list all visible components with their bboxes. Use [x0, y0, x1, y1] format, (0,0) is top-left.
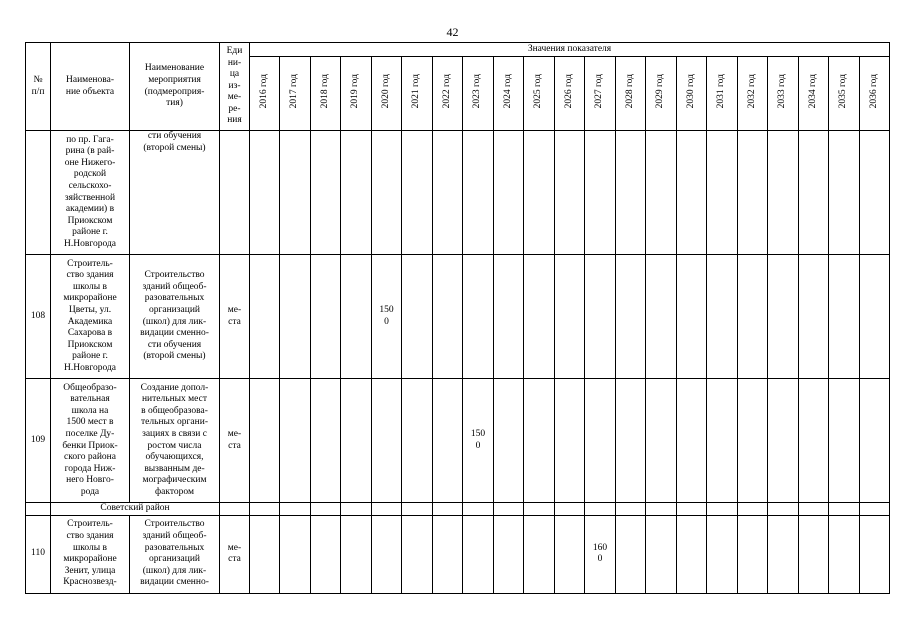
value-cell — [524, 515, 555, 593]
event-name-text: Строительство зданий общеоб- разовательных организаций (школ) для лик- видации сменно- сти обучения (второй смены) — [140, 270, 209, 362]
region-empty-cell — [250, 503, 280, 516]
value-cell — [555, 515, 585, 593]
value-cell — [707, 131, 738, 255]
region-empty-cell — [768, 503, 799, 516]
header-year-label: 2035 год — [838, 74, 849, 109]
region-row — [26, 503, 890, 516]
value-cell — [585, 255, 616, 379]
header-object: Наименова- ние объекта — [51, 43, 130, 131]
value-cell — [341, 379, 372, 503]
value-cell — [494, 131, 524, 255]
value-cell — [555, 255, 585, 379]
header-year-label: 2023 год — [472, 74, 483, 109]
row-number — [26, 255, 51, 379]
value-cell — [738, 131, 768, 255]
value-cell — [738, 515, 768, 593]
row-number-text: 108 — [30, 310, 46, 321]
header-year-label: 2024 год — [502, 74, 513, 109]
value-cell — [738, 379, 768, 503]
value-cell — [799, 379, 829, 503]
event-name — [130, 515, 220, 593]
row-number — [26, 379, 51, 503]
value-cell — [616, 515, 646, 593]
header-year-label: 2033 год — [777, 74, 788, 109]
value-cell — [646, 515, 677, 593]
value-cell — [829, 379, 860, 503]
value-cell — [463, 131, 494, 255]
region-empty-cell — [677, 503, 707, 516]
header-year — [707, 57, 738, 131]
value-cell — [402, 379, 433, 503]
table-body — [26, 131, 890, 594]
region-label: Советский район — [51, 503, 220, 516]
value-cell — [860, 131, 890, 255]
unit-cell-text: ме- ста — [227, 428, 242, 451]
header-year — [463, 57, 494, 131]
row-number — [26, 131, 51, 255]
value-cell — [768, 515, 799, 593]
header-year-label: 2026 год — [563, 74, 574, 109]
header-year-label: 2030 год — [685, 74, 696, 109]
header-year — [738, 57, 768, 131]
value-cell — [616, 131, 646, 255]
value-cell — [433, 379, 463, 503]
indicator-table — [25, 42, 890, 594]
value-cell — [250, 255, 280, 379]
region-empty-cell — [829, 503, 860, 516]
header-year — [524, 57, 555, 131]
region-empty-cell — [860, 503, 890, 516]
value-cell — [799, 255, 829, 379]
header-year — [585, 57, 616, 131]
value-cell — [799, 515, 829, 593]
header-year-label: 2016 год — [258, 74, 269, 109]
value-cell — [433, 255, 463, 379]
value-cell — [494, 255, 524, 379]
value-cell — [555, 131, 585, 255]
header-year — [402, 57, 433, 131]
event-name-text: Создание допол- нительных мест в общеобразова- тельных органи- зациях в связи с ростом числа обучающихся, вызванным де- мографическим фактором — [140, 382, 209, 497]
value-cell — [677, 131, 707, 255]
header-year-label: 2020 год — [380, 74, 391, 109]
table-row — [26, 515, 890, 593]
value-cell — [524, 131, 555, 255]
header-year — [646, 57, 677, 131]
value-cell — [860, 515, 890, 593]
value-cell — [677, 515, 707, 593]
value-cell — [433, 131, 463, 255]
value-cell — [341, 255, 372, 379]
value-cell — [524, 379, 555, 503]
region-empty-cell — [738, 503, 768, 516]
value-cell — [829, 515, 860, 593]
value-text: 150 0 — [470, 428, 486, 451]
region-empty-cell — [220, 503, 250, 516]
value-cell — [768, 131, 799, 255]
object-name-text: по пр. Гага- рина (в рай- оне Нижего- родской сельскохо- зяйственной академии) в Приокском районе г. Н.Новгорода — [63, 134, 117, 249]
table-row — [26, 379, 890, 503]
header-year — [677, 57, 707, 131]
value-cell — [524, 255, 555, 379]
value-cell — [372, 131, 402, 255]
region-empty-cell — [646, 503, 677, 516]
object-name — [51, 515, 130, 593]
region-empty-cell — [311, 503, 341, 516]
value-cell — [768, 379, 799, 503]
value-cell — [707, 379, 738, 503]
value-text: 160 0 — [592, 542, 608, 565]
header-year — [433, 57, 463, 131]
object-name-text: Общеобразо- вательная школа на 1500 мест в поселке Ду- бенки Приок- ского района города Ниж- него Новго- рода — [62, 382, 118, 497]
event-name — [130, 379, 220, 503]
value-cell — [707, 255, 738, 379]
region-empty-cell — [616, 503, 646, 516]
value-cell — [311, 515, 341, 593]
header-year-label: 2017 год — [289, 74, 300, 109]
value-cell — [280, 515, 311, 593]
value-cell — [616, 379, 646, 503]
value-cell — [860, 379, 890, 503]
region-empty-cell — [433, 503, 463, 516]
header-row-1 — [26, 43, 890, 57]
object-name — [51, 379, 130, 503]
region-empty-cell — [707, 503, 738, 516]
value-cell — [463, 255, 494, 379]
value-cell — [738, 255, 768, 379]
value-cell — [768, 255, 799, 379]
header-year-label: 2022 год — [441, 74, 452, 109]
header-year — [494, 57, 524, 131]
value-cell — [555, 379, 585, 503]
region-empty-cell — [463, 503, 494, 516]
value-cell — [646, 255, 677, 379]
object-name-text: Строитель- ство здания школы в микрорайоне Зенит, улица Краснозвезд- — [63, 519, 117, 588]
value-cell — [311, 255, 341, 379]
header-year-label: 2018 год — [319, 74, 330, 109]
event-name-text: Строительство зданий общеоб- разовательных организаций (школ) для лик- видации сменно- — [140, 519, 209, 588]
object-name-text: Строитель- ство здания школы в микрорайоне Цветы, ул. Академика Сахарова в Приокском районе г. Н.Новгорода — [63, 258, 117, 373]
unit-cell — [220, 131, 250, 255]
value-cell — [372, 379, 402, 503]
header-unit: Еди ни- ца из- ме- ре- ния — [220, 43, 250, 131]
header-year — [250, 57, 280, 131]
value-cell — [799, 131, 829, 255]
table-row — [26, 131, 890, 255]
value-cell — [433, 515, 463, 593]
value-cell — [646, 131, 677, 255]
header-year — [372, 57, 402, 131]
table-row — [26, 255, 890, 379]
value-cell — [341, 515, 372, 593]
region-empty-cell — [555, 503, 585, 516]
value-cell — [311, 379, 341, 503]
row-number-text: 109 — [30, 434, 46, 445]
header-year — [829, 57, 860, 131]
header-num: № п/п — [26, 43, 51, 131]
value-cell — [280, 255, 311, 379]
header-year-label: 2021 год — [411, 74, 422, 109]
value-cell — [494, 515, 524, 593]
region-empty-cell — [402, 503, 433, 516]
region-empty-cell — [494, 503, 524, 516]
value-cell — [250, 131, 280, 255]
value-cell — [677, 255, 707, 379]
value-text: 150 0 — [379, 304, 394, 327]
value-cell — [250, 515, 280, 593]
value-cell — [372, 255, 402, 379]
value-cell — [402, 515, 433, 593]
value-cell — [616, 255, 646, 379]
page-number: 42 — [446, 25, 459, 39]
header-year-label: 2019 год — [350, 74, 361, 109]
value-cell — [280, 131, 311, 255]
value-cell — [463, 515, 494, 593]
value-cell — [463, 379, 494, 503]
unit-cell-text: ме- ста — [227, 542, 242, 565]
region-empty-cell — [341, 503, 372, 516]
value-cell — [646, 379, 677, 503]
region-empty-cell — [372, 503, 402, 516]
header-year — [555, 57, 585, 131]
value-cell — [585, 379, 616, 503]
unit-cell — [220, 379, 250, 503]
value-cell — [707, 515, 738, 593]
region-empty-cell — [585, 503, 616, 516]
header-year — [768, 57, 799, 131]
header-year-label: 2027 год — [594, 74, 605, 109]
unit-cell — [220, 515, 250, 593]
value-cell — [829, 131, 860, 255]
header-values-title: Значения показателя — [250, 43, 890, 57]
value-cell — [494, 379, 524, 503]
header-year-label: 2029 год — [655, 74, 666, 109]
header-year-label: 2034 год — [807, 74, 818, 109]
header-year-label: 2028 год — [624, 74, 635, 109]
object-name — [51, 131, 130, 255]
header-year — [341, 57, 372, 131]
value-cell — [829, 255, 860, 379]
event-name-text: сти обучения (второй смены) — [143, 131, 206, 153]
header-year — [860, 57, 890, 131]
unit-cell — [220, 255, 250, 379]
value-cell — [280, 379, 311, 503]
value-cell — [311, 131, 341, 255]
region-num-cell — [26, 503, 51, 516]
event-name — [130, 255, 220, 379]
row-number-text: 110 — [31, 548, 45, 559]
header-year — [311, 57, 341, 131]
value-cell — [402, 255, 433, 379]
header-year-label: 2031 год — [716, 74, 727, 109]
value-cell — [250, 379, 280, 503]
value-cell — [341, 131, 372, 255]
header-year — [616, 57, 646, 131]
header-year-label: 2025 год — [533, 74, 544, 109]
value-cell — [677, 379, 707, 503]
region-empty-cell — [524, 503, 555, 516]
header-year — [799, 57, 829, 131]
header-year — [280, 57, 311, 131]
object-name — [51, 255, 130, 379]
region-empty-cell — [799, 503, 829, 516]
value-cell — [860, 255, 890, 379]
value-cell — [585, 515, 616, 593]
header-year-label: 2036 год — [868, 74, 879, 109]
value-cell — [372, 515, 402, 593]
header-event: Наименование мероприятия (подмероприя- тия) — [130, 43, 220, 131]
value-cell — [402, 131, 433, 255]
unit-cell-text: ме- ста — [227, 304, 242, 327]
row-number — [26, 515, 51, 593]
value-cell — [585, 131, 616, 255]
region-empty-cell — [280, 503, 311, 516]
event-name — [130, 131, 220, 255]
header-year-label: 2032 год — [746, 74, 757, 109]
